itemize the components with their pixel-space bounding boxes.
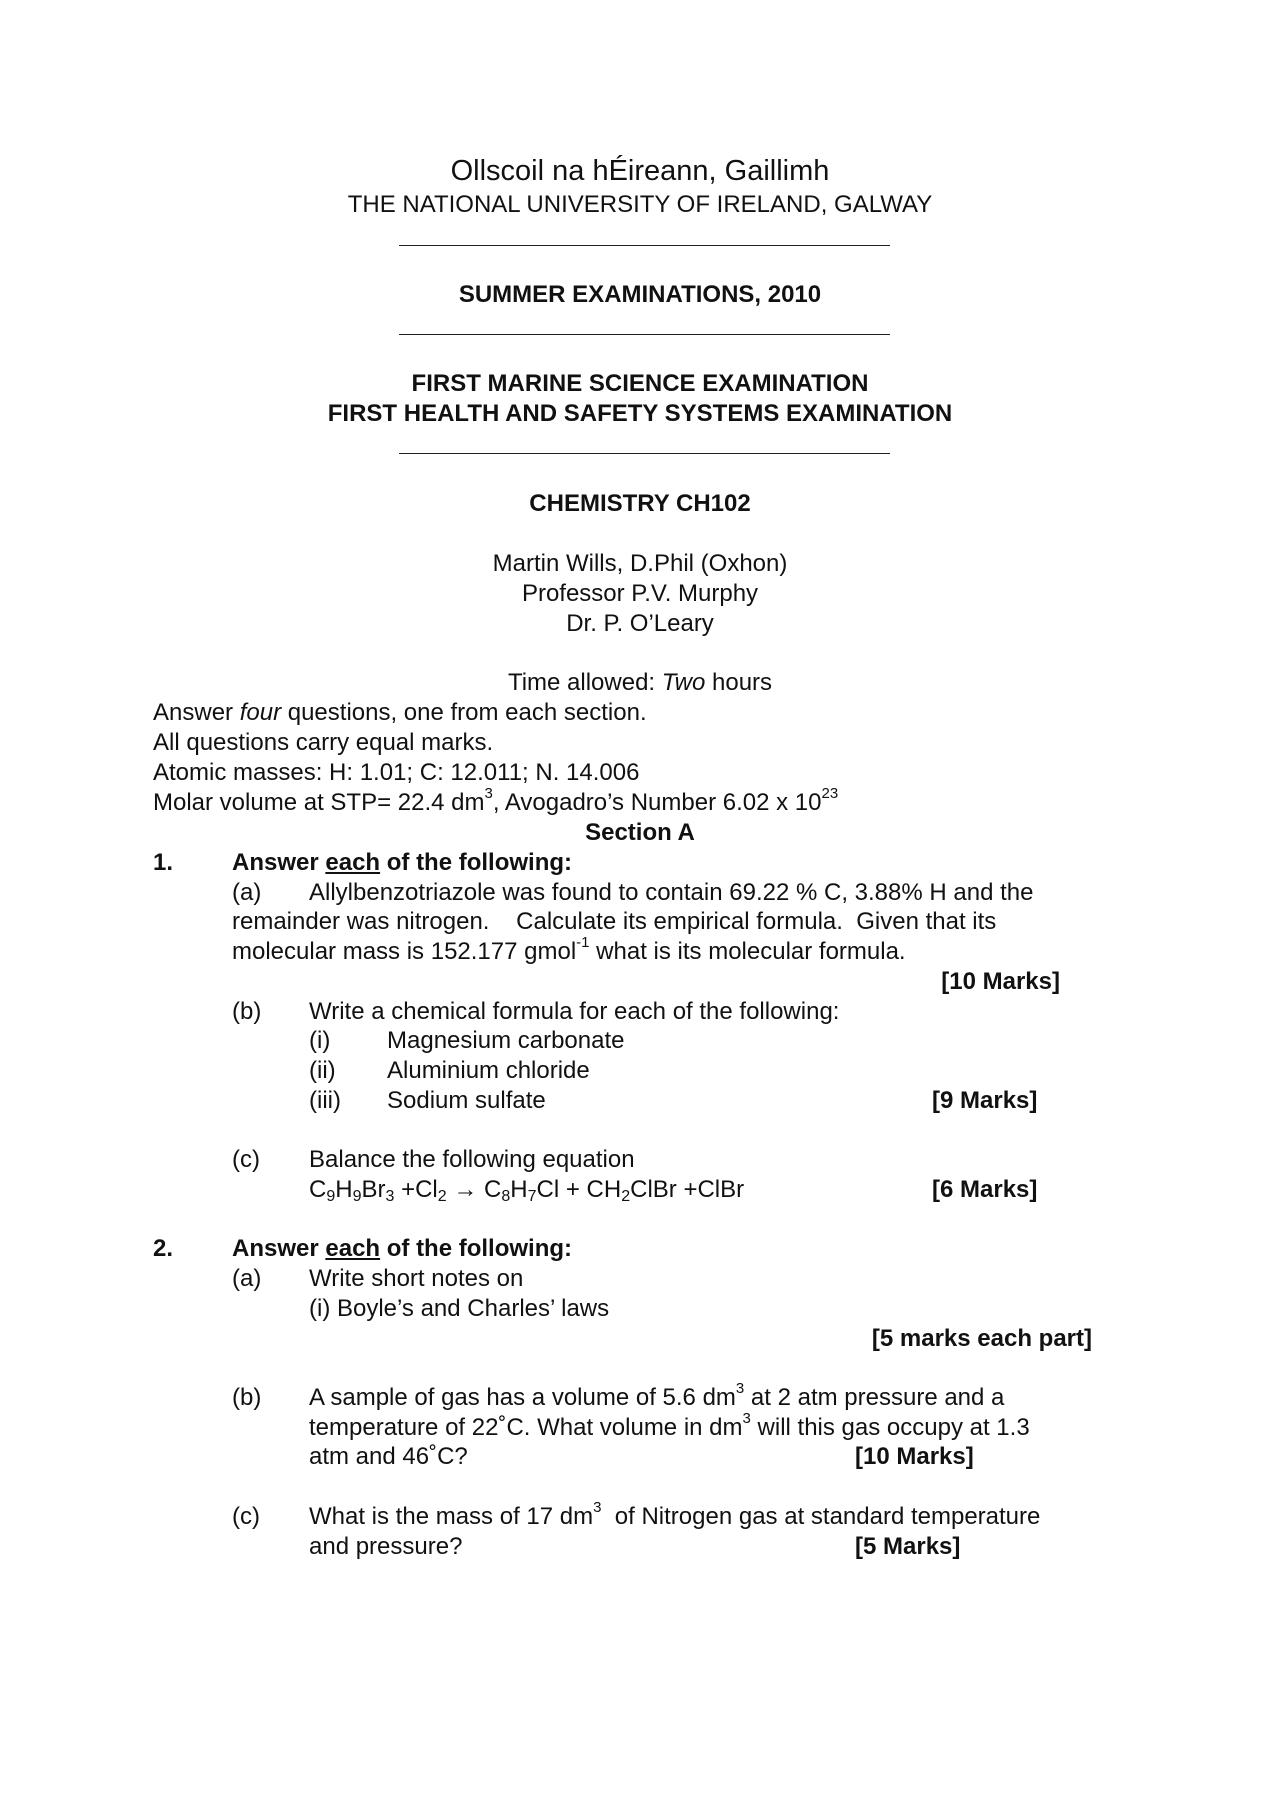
q2b-line3: atm and 46˚C? xyxy=(309,1443,468,1470)
q1c-text: Balance the following equation xyxy=(309,1146,635,1173)
q2a-subitem: (i) Boyle’s and Charles’ laws xyxy=(309,1295,610,1322)
q2c-marks: [5 Marks] xyxy=(855,1533,961,1560)
q2a-label: (a) xyxy=(232,1265,262,1292)
examiner-2: Professor P.V. Murphy xyxy=(521,580,759,607)
q1a-line2: remainder was nitrogen. Calculate its empirical formula. Given that its xyxy=(232,908,997,935)
divider xyxy=(399,245,890,246)
exam-title-2: FIRST HEALTH AND SAFETY SYSTEMS EXAMINATION xyxy=(327,400,953,427)
answer-instruction: Answer four questions, one from each section. xyxy=(153,699,647,726)
q2b-marks: [10 Marks] xyxy=(855,1443,974,1470)
divider xyxy=(399,334,890,335)
q1b-marks: [9 Marks] xyxy=(932,1087,1038,1114)
q1c-label: (c) xyxy=(232,1146,260,1173)
arrow-icon: → xyxy=(446,1176,485,1203)
q1b-item-num: (iii) xyxy=(309,1087,341,1114)
marks-note: All questions carry equal marks. xyxy=(153,729,494,756)
q1a-line3: molecular mass is 152.177 gmol$^{-1}$ what is its molecular formula. xyxy=(232,934,906,965)
q1b-label: (b) xyxy=(232,998,262,1025)
q1b-item-num: (ii) xyxy=(309,1057,336,1084)
q1c-marks: [6 Marks] xyxy=(932,1176,1038,1203)
q2a-marks: [5 marks each part] xyxy=(871,1325,1092,1352)
q1b-item-text: Magnesium carbonate xyxy=(387,1027,625,1054)
q2c-label: (c) xyxy=(232,1503,260,1530)
examiner-3: Dr. P. O’Leary xyxy=(566,610,714,637)
q2b-line1: A sample of gas has a volume of 5.6 $dm^3$ at 2 atm pressure and a xyxy=(309,1380,1005,1411)
q2b-label: (b) xyxy=(232,1384,262,1411)
divider xyxy=(399,453,890,454)
q1-number: 1. xyxy=(153,849,174,876)
molar-volume: Molar volume at STP= 22.4 $dm^3$, Avogadro’s Number 6.02 x $10^{23}$ xyxy=(153,785,839,816)
university-english-title: THE NATIONAL UNIVERSITY OF IRELAND, GALWAY xyxy=(347,191,933,218)
q1b-item-text: Sodium sulfate xyxy=(387,1087,546,1114)
exam-title-1: FIRST MARINE SCIENCE EXAMINATION xyxy=(411,370,869,397)
q1a-label: (a) xyxy=(232,879,262,906)
q1b-text: Write a chemical formula for each of the following: xyxy=(309,998,840,1025)
time-allowed: Time allowed: Two hours xyxy=(507,669,773,696)
q1a-line1: Allylbenzotriazole was found to contain 69.22 % C, 3.88% H and the xyxy=(309,879,1034,906)
q2-heading: Answer each of the following: xyxy=(232,1235,573,1262)
q2-number: 2. xyxy=(153,1235,174,1262)
q1a-marks: [10 Marks] xyxy=(941,968,1060,995)
q2b-line2: temperature of 22˚C. What volume in $dm^3$ will this gas occupy at 1.3 xyxy=(309,1410,1030,1441)
q2c-line1: What is the mass of 17 $dm^3$ of Nitrogen gas at standard temperature xyxy=(309,1499,1041,1530)
q1-heading: Answer each of the following: xyxy=(232,849,573,876)
q1c-equation: $C_9H_9Br_3 +Cl_2 \to C_8H_7Cl$ + $CH_2ClBr$ +ClBr xyxy=(309,1176,745,1205)
atomic-masses: Atomic masses: H: 1.01; C: 12.011; N. 14.006 xyxy=(153,759,640,786)
course-title: CHEMISTRY CH102 xyxy=(529,490,751,517)
exam-session: SUMMER EXAMINATIONS, 2010 xyxy=(458,281,822,308)
q1b-item-text: Aluminium chloride xyxy=(387,1057,590,1084)
examiner-1: Martin Wills, D.Phil (Oxhon) xyxy=(492,550,788,577)
q2a-text: Write short notes on xyxy=(309,1265,524,1292)
university-irish-title: Ollscoil na hÉireann, Gaillimh xyxy=(450,155,830,187)
q1b-item-num: (i) xyxy=(309,1027,331,1054)
section-title: Section A xyxy=(585,819,695,846)
q2c-line2: and pressure? xyxy=(309,1533,463,1560)
